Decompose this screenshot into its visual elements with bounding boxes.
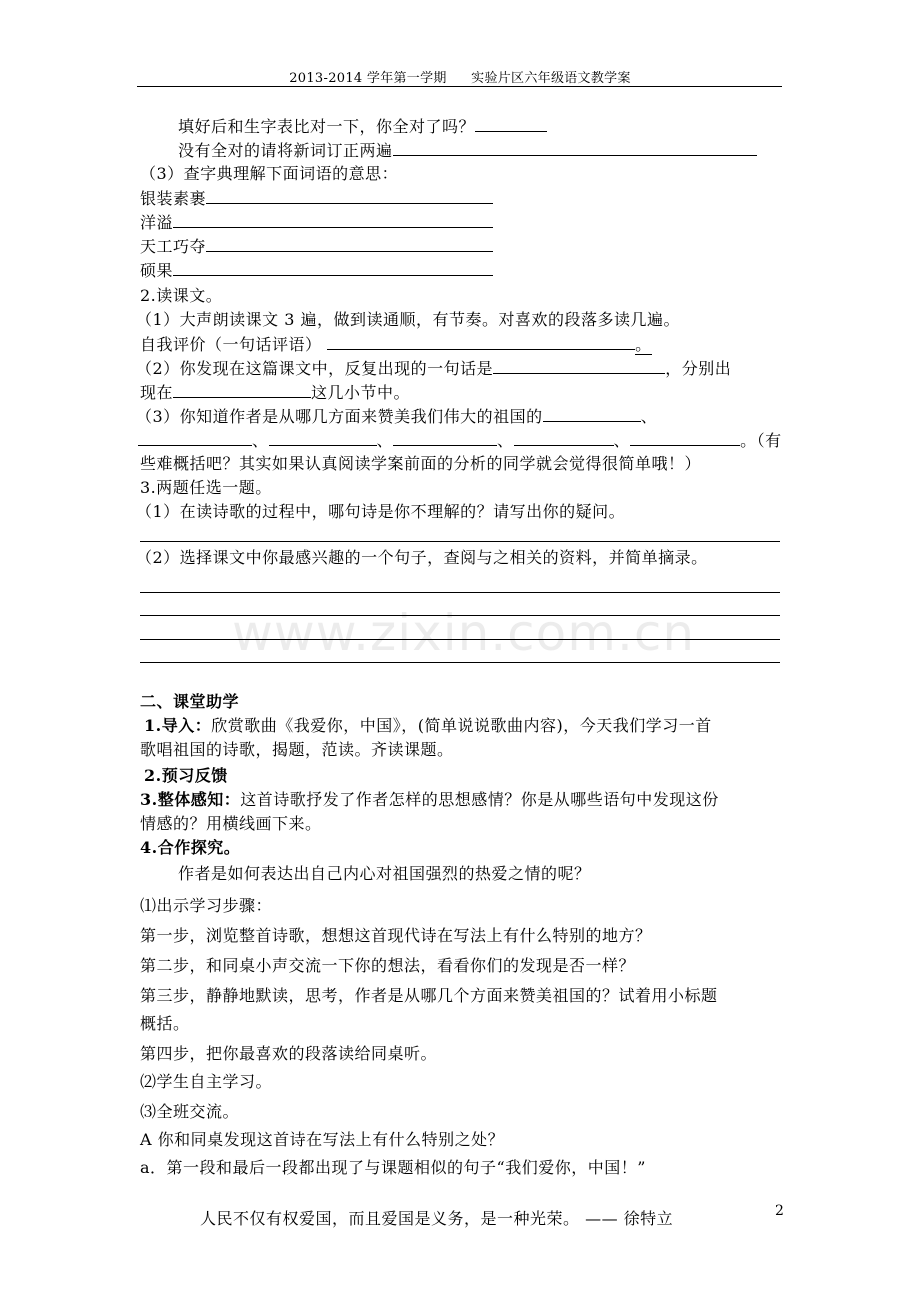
sep: 、 [252,431,269,450]
watermark: www.zixin.com.cn [232,604,696,662]
s2-q3-line1 [136,406,657,427]
word-item [140,212,493,233]
s2-q3-blank [543,406,641,422]
intro-line2: 歌唱祖国的诗歌，揭题，范读。齐读课题。 [140,740,454,759]
s2-q2-tail: ，分别出 [665,359,732,378]
overall-text: 这首诗歌抒发了作者怎样的思想感情？你是从哪些语句中发现这份 [240,790,719,809]
aspect-blank [269,430,377,446]
answer-line [140,541,780,542]
answer-line [140,662,780,663]
s2-q3-tail: 。（有 [740,431,782,450]
answer-line [140,592,780,593]
aspect-blank [393,430,497,446]
self-eval-line [140,334,652,355]
s3-title: 3.两题任选一题。 [140,478,272,497]
sep: 、 [613,431,631,450]
word-blank [206,236,493,252]
step-3-cont: 概括。 [140,1014,190,1033]
self-eval-end: 。 [635,335,652,354]
correct-line [178,140,757,161]
step-3: 第三步，静静地默读，思考，作者是从哪几个方面来赞美祖国的？试着用小标题 [140,986,718,1005]
answer-line [140,615,780,616]
s2-q2-text: （2）你发现在这篇课文中，反复出现的一句话是 [136,359,494,378]
cooperate-title: 4.合作探究。 [140,838,241,857]
s2-q2-pre: 现在 [140,383,174,402]
word-item [140,236,493,257]
overall-label: 3.整体感知： [140,790,241,809]
word-label: 硕果 [140,261,174,280]
sep: 、 [497,431,514,450]
overall-line2: 情感的？用横线画下来。 [140,814,322,833]
word-blank [173,212,493,228]
word-blank [206,188,493,204]
class-exchange: ⑶全班交流。 [140,1102,240,1121]
word-label: 天工巧夺 [140,237,207,256]
s2-q2-blank [493,358,665,374]
intro-label: 1.导入： [144,716,212,735]
aspect-blank [514,430,614,446]
step-4: 第四步，把你最喜欢的段落读给同桌听。 [140,1044,438,1063]
answer-a: a．第一段和最后一段都出现了与课题相似的句子“我们爱你，中国！” [140,1158,646,1177]
word-item [140,260,493,281]
aspect-blank [630,430,740,446]
word-label: 银装素裹 [140,189,207,208]
header-title: 实验片区六年级语文教学案 [471,71,631,86]
s2-title: 2.读课文。 [140,286,223,305]
steps-title: ⑴出示学习步骤： [140,896,273,915]
step-2: 第二步，和同桌小声交流一下你的想法，看看你们的发现是否一样？ [140,956,636,975]
sep: 、 [376,431,394,450]
q3-title: （3）查字典理解下面词语的意思： [140,164,399,183]
check-text: 填好后和生字表比对一下，你全对了吗？ [178,117,476,136]
word-item [140,188,493,209]
answer-line [140,639,780,640]
s3-q1: （1）在读诗歌的过程中，哪句诗是你不理解的？请写出你的疑问。 [136,502,626,521]
step-1: 第一步，浏览整首诗歌，想想这首现代诗在写法上有什么特别的地方？ [140,926,652,945]
overall-line1 [140,790,719,810]
self-eval-blank [327,334,635,350]
check-line [178,116,547,137]
page-number: 2 [775,1203,784,1219]
header-term: 2013-2014 学年第一学期 [289,71,447,86]
s2-q3-line3: 些难概括吧？其实如果认真阅读学案前面的分析的同学就会觉得很简单哦！） [140,454,702,473]
self-study: ⑵学生自主学习。 [140,1072,273,1091]
s2-q2-blank2 [173,382,311,398]
self-eval-label: 自我评价（一句话评语） [140,335,322,354]
s2-q2-end: 这几小节中。 [311,383,411,402]
correct-text: 没有全对的请将新词订正两遍 [178,141,393,160]
aspect-blank [138,430,252,446]
s2-q1: （1）大声朗读课文 3 遍，做到读通顺，有节奏。对喜欢的段落多读几遍。 [136,310,681,329]
s2-q2-line1 [136,358,731,379]
intro-line1 [144,716,712,736]
preview-feedback: 2.预习反馈 [144,766,228,785]
s3-q2: （2）选择课文中你最感兴趣的一个句子，查阅与之相关的资料，并简单摘录。 [136,548,708,567]
intro-text: 欣赏歌曲《我爱你，中国》，(简单说说歌曲内容)，今天我们学习一首 [211,716,712,735]
s2-q2-line2 [140,382,410,403]
word-blank [173,260,493,276]
correct-blank [393,140,757,156]
s2-q3-line2 [138,430,782,451]
footer-quote: 人民不仅有权爱国，而且爱国是义务，是一种光荣。 —— 徐特立 [200,1209,674,1228]
page-header [0,67,920,86]
cooperate-question: 作者是如何表达出自己内心对祖国强烈的热爱之情的呢？ [178,864,591,883]
section-title: 二、课堂助学 [140,692,240,711]
question-a: A 你和同桌发现这首诗在写法上有什么特别之处？ [140,1130,505,1149]
word-label: 洋溢 [140,213,174,232]
s2-q3-text: （3）你知道作者是从哪几方面来赞美我们伟大的祖国的 [136,407,543,426]
check-blank [475,116,547,132]
s2-q3-sep: 、 [640,407,658,426]
header-rule [137,86,782,87]
